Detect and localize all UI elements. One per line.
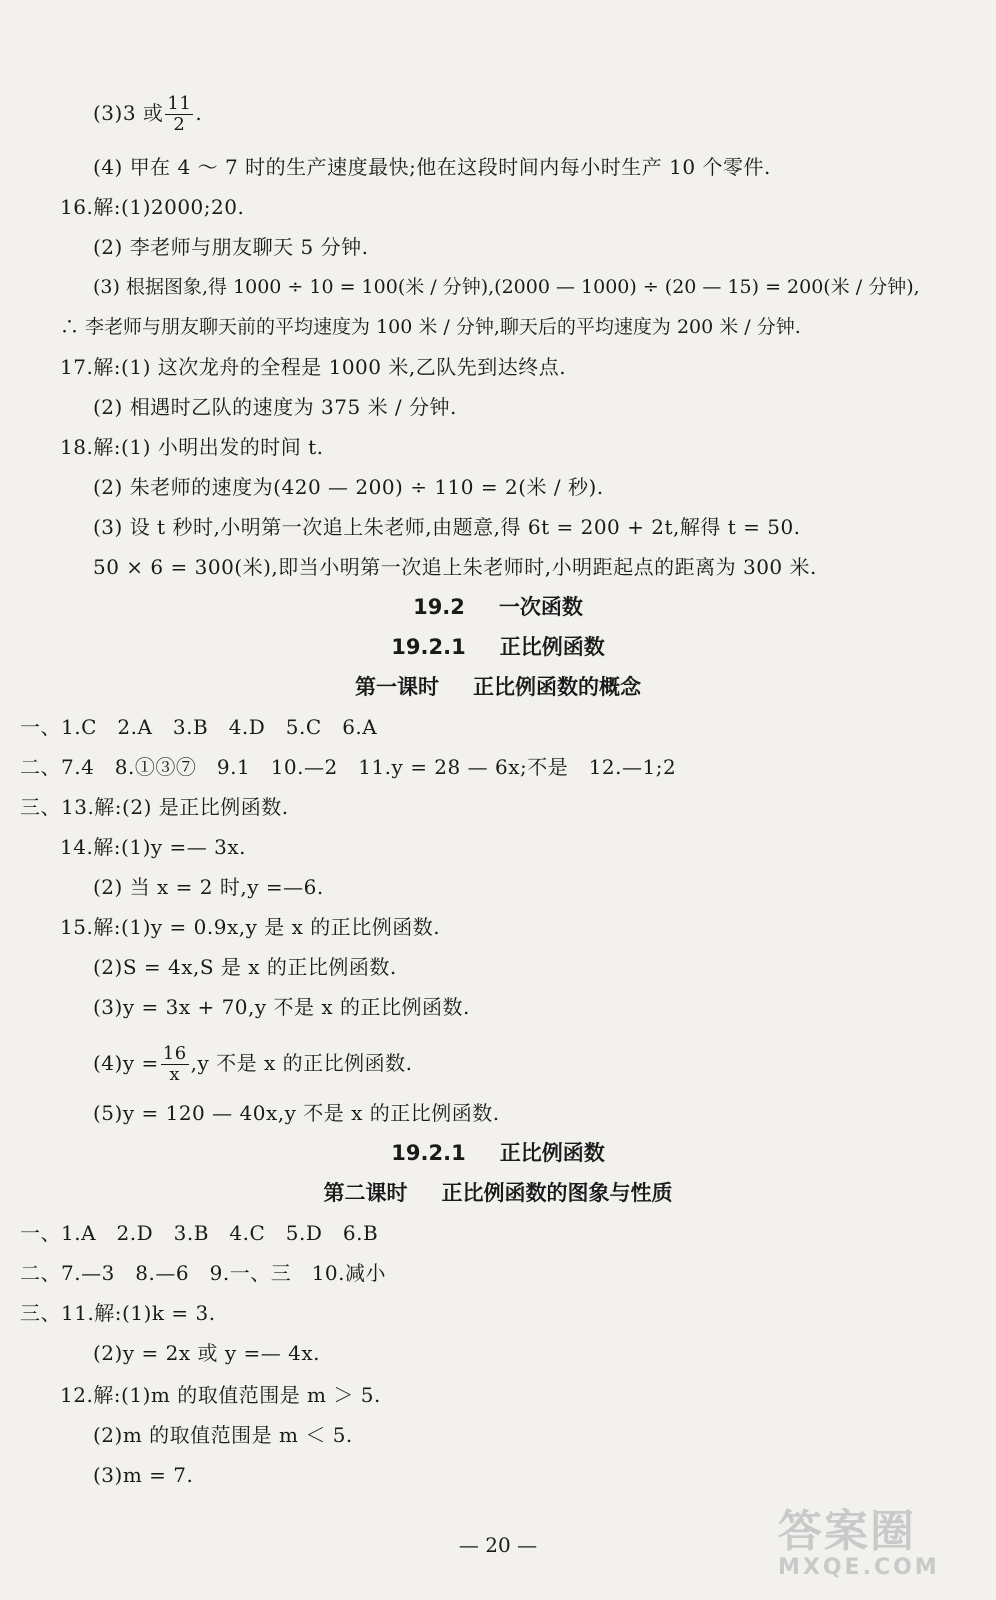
answer-line: (3) 根据图象,得 1000 ÷ 10 = 100(米 / 分钟),(2000 — 1000) ÷ (20 — 15) = 200(米 / 分钟), xyxy=(93,276,920,298)
watermark-text: 答案圈 xyxy=(778,1506,916,1557)
answer-line: 二、7.—3 8.—6 9.一、三 10.减小 xyxy=(20,1261,387,1285)
answer-line: ∴ 李老师与朋友聊天前的平均速度为 100 米 / 分钟,聊天后的平均速度为 200 米 / 分钟. xyxy=(60,316,801,338)
watermark-logo xyxy=(778,1508,978,1588)
answer-line: 三、13.解:(2) 是正比例函数. xyxy=(20,795,289,819)
answer-line: 一、1.C 2.A 3.B 4.D 5.C 6.A xyxy=(20,715,378,739)
answer-line xyxy=(93,1040,413,1086)
line-text: (3)3 或 xyxy=(93,101,164,125)
answer-line: (5)y = 120 — 40x,y 不是 x 的正比例函数. xyxy=(93,1101,500,1125)
answer-line: 一、1.A 2.D 3.B 4.C 5.D 6.B xyxy=(20,1221,379,1245)
answer-line: (2) 李老师与朋友聊天 5 分钟. xyxy=(93,235,369,259)
answer-line: (2) 相遇时乙队的速度为 375 米 / 分钟. xyxy=(93,395,457,419)
answer-line: (3)m = 7. xyxy=(93,1463,194,1487)
fraction xyxy=(161,1044,189,1085)
answer-line: 17.解:(1) 这次龙舟的全程是 1000 米,乙队先到达终点. xyxy=(60,355,567,379)
subsection-heading xyxy=(0,632,996,662)
heading-number: 19.2.1 xyxy=(391,1141,466,1165)
heading-number: 19.2 xyxy=(413,595,465,619)
answer-line: 二、7.4 8.①③⑦ 9.1 10.—2 11.y = 28 — 6x;不是 12.—1;2 xyxy=(20,755,677,779)
answer-line: (2) 当 x = 2 时,y =—6. xyxy=(93,875,324,899)
heading-title: 正比例函数 xyxy=(499,635,605,659)
answer-line: (2)m 的取值范围是 m ＜ 5. xyxy=(93,1423,353,1447)
answer-line: 18.解:(1) 小明出发的时间 t. xyxy=(60,435,324,459)
heading-number: 第一课时 xyxy=(355,675,439,699)
subsection-heading xyxy=(0,1138,996,1168)
line-text: ,y 不是 x 的正比例函数. xyxy=(190,1051,413,1075)
page-number: — 20 — xyxy=(458,1533,538,1557)
line-text: (4)y = xyxy=(93,1051,159,1075)
heading-title: 一次函数 xyxy=(498,595,583,619)
answer-line: 50 × 6 = 300(米),即当小明第一次追上朱老师时,小明距起点的距离为 300 米. xyxy=(93,555,817,579)
answer-line: 12.解:(1)m 的取值范围是 m ＞ 5. xyxy=(60,1383,381,1407)
heading-title: 正比例函数的概念 xyxy=(473,675,641,699)
watermark-url: MXQE.COM xyxy=(778,1555,940,1580)
answer-line xyxy=(93,93,203,135)
answer-line: 14.解:(1)y =— 3x. xyxy=(60,835,247,859)
line-text: . xyxy=(195,101,203,125)
answer-line: (4) 甲在 4 ～ 7 时的生产速度最快;他在这段时间内每小时生产 10 个零件. xyxy=(93,155,771,179)
fraction-numerator: 11 xyxy=(167,93,192,114)
answer-line: 三、11.解:(1)k = 3. xyxy=(20,1301,216,1325)
answer-line: (2)S = 4x,S 是 x 的正比例函数. xyxy=(93,955,397,979)
answer-line: (2)y = 2x 或 y =— 4x. xyxy=(93,1341,320,1365)
answer-line: (3)y = 3x + 70,y 不是 x 的正比例函数. xyxy=(93,995,470,1019)
fraction xyxy=(165,94,193,135)
section-heading xyxy=(0,592,996,622)
answer-line: 16.解:(1)2000;20. xyxy=(60,195,245,219)
heading-title: 正比例函数的图象与性质 xyxy=(441,1181,673,1205)
answer-line: (3) 设 t 秒时,小明第一次追上朱老师,由题意,得 6t = 200 + 2t,解得 t = 50. xyxy=(93,515,801,539)
lesson-heading xyxy=(0,1178,996,1208)
fraction-numerator: 16 xyxy=(162,1043,187,1064)
lesson-heading xyxy=(0,672,996,702)
heading-title: 正比例函数 xyxy=(499,1141,605,1165)
heading-number: 19.2.1 xyxy=(391,635,466,659)
fraction-denominator: x xyxy=(169,1064,181,1085)
heading-number: 第二课时 xyxy=(323,1181,408,1205)
answer-line: (2) 朱老师的速度为(420 — 200) ÷ 110 = 2(米 / 秒). xyxy=(93,475,604,499)
fraction-denominator: 2 xyxy=(173,114,186,135)
answer-line: 15.解:(1)y = 0.9x,y 是 x 的正比例函数. xyxy=(60,915,441,939)
